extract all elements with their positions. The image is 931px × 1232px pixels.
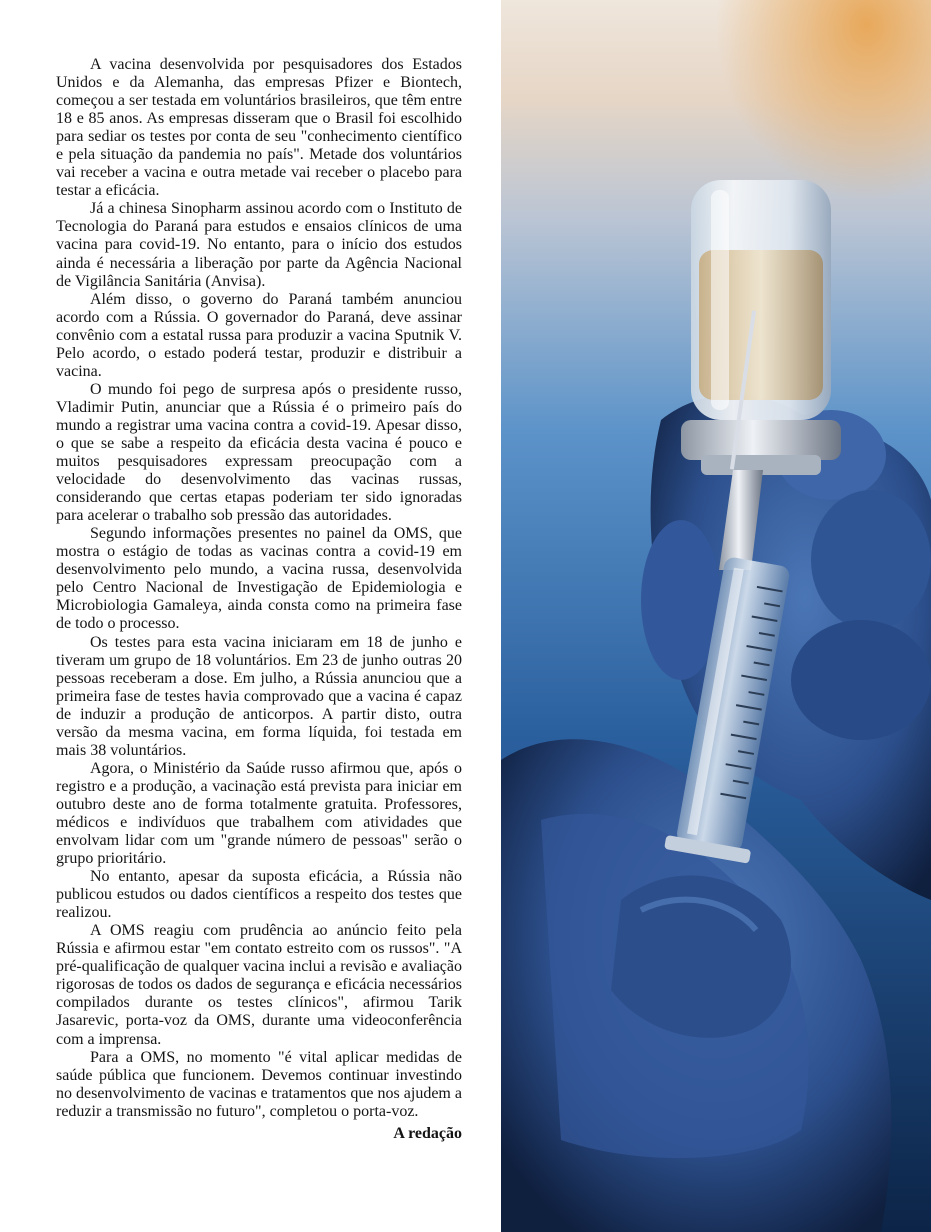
article-paragraph-7: Agora, o Ministério da Saúde russo afirmou que, após o registro e a produção, a vacinação está prevista para iniciar em outubro deste ano de forma totalmente gratuita. Professores, médicos e indivíduos que trabalhem com atividades que envolvam lidar com um "grande número de pessoas" serão o grupo prioritário.	[56, 759, 462, 868]
article-paragraph-4: O mundo foi pego de surpresa após o presidente russo, Vladimir Putin, anunciar que a Rússia é o primeiro país do mundo a registrar uma vacina contra a covid-19. Apesar disso, o que se sabe a respeito da eficácia desta vacina é pouco e muitos pesquisadores expressam preocupação com a velocidade do desenvolvimento das vacinas russas, considerando que certas etapas poderiam ter sido ignoradas para acelerar o trabalho sob pressão das autoridades.	[56, 380, 462, 525]
vaccine-syringe-photo	[501, 0, 931, 1232]
article-paragraph-9: A OMS reagiu com prudência ao anúncio feito pela Rússia e afirmou estar "em contato estreito com os russos". "A pré-qualificação de qualquer vacina inclui a revisão e avaliação rigorosas de todos os dados de segurança e eficácia necessários compilados durante os testes clínicos", afirmou Tarik Jasarevic, porta-voz da OMS, durante uma videoconferência com a imprensa.	[56, 922, 462, 1048]
article-paragraph-1: A vacina desenvolvida por pesquisadores dos Estados Unidos e da Alemanha, das empresas Pfizer e Biontech, começou a ser testada em voluntários brasileiros, que têm entre 18 e 85 anos. As empresas disseram que o Brasil foi escolhido para sediar os testes por conta de seu "conhecimento científico e pela situação da pandemia no país". Metade dos voluntários vai receber a vacina e outra metade vai receber o placebo para testar a eficácia.	[56, 56, 462, 200]
vaccine-syringe-illustration	[501, 0, 931, 1232]
article-paragraph-2: Já a chinesa Sinopharm assinou acordo com o Instituto de Tecnologia do Paraná para estudos e ensaios clínicos de uma vacina para covid-19. No entanto, para o início dos estudos ainda é necessária a liberação por parte da Agência Nacional de Vigilância Sanitária (Anvisa).	[56, 200, 462, 290]
article-signature: A redação	[393, 1124, 462, 1142]
article-paragraph-8: No entanto, apesar da suposta eficácia, a Rússia não publicou estudos ou dados científicos a respeito dos testes que realizou.	[56, 868, 462, 922]
article-paragraph-5: Segundo informações presentes no painel da OMS, que mostra o estágio de todas as vacinas contra a covid-19 em desenvolvimento pelo mundo, a vacina russa, desenvolvida pelo Centro Nacional de Investigação de Epidemiologia e Microbiologia Gamaleya, ainda consta como na primeira fase de todo o processo.	[56, 525, 462, 633]
article-paragraph-6: Os testes para esta vacina iniciaram em 18 de junho e tiveram um grupo de 18 voluntários. Em 23 de junho outras 20 pessoas receberam a dose. Em julho, a Rússia anunciou que a primeira fase de testes havia comprovado que a vacina é capaz de induzir a produção de anticorpos. A partir disto, outra versão da mesma vacina, em forma líquida, foi testada em mais 38 voluntários.	[56, 633, 462, 759]
article-paragraph-3: Além disso, o governo do Paraná também anunciou acordo com a Rússia. O governador do Paraná, deve assinar convênio com a estatal russa para produzir a vacina Sputnik V. Pelo acordo, o estado poderá testar, produzir e distribuir a vacina.	[56, 290, 462, 380]
article-text-column	[56, 56, 462, 1143]
article-paragraph-10: Para a OMS, no momento "é vital aplicar medidas de saúde pública que funcionem. Devemos continuar investindo no desenvolvimento de vacinas e tratamentos que nos ajudem a reduzir a transmissão no futuro", completou o porta-voz.	[56, 1048, 462, 1120]
